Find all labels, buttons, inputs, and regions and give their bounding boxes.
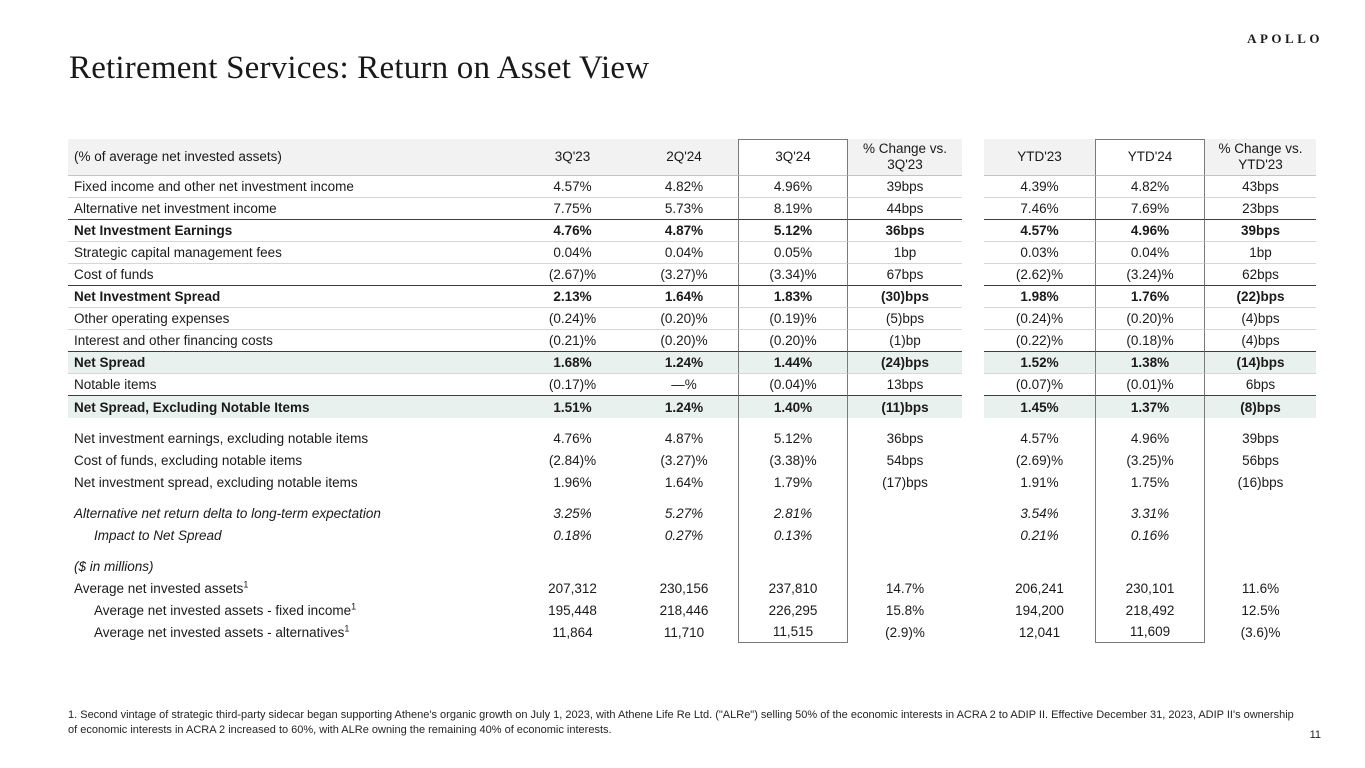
cell-value: (11)bps [848, 396, 962, 418]
cell-value: 39bps [1242, 430, 1279, 446]
cell-value: 4.57% [984, 220, 1095, 242]
cell-value: 230,156 [659, 580, 709, 596]
cell-value: 0.13% [738, 524, 848, 546]
cell-value: (3.34)% [738, 264, 848, 286]
cell-value: 1.76% [1095, 286, 1205, 308]
column-gap-cell [962, 242, 984, 264]
column-gap-cell [962, 198, 984, 220]
column-header-3q24: 3Q'24 [738, 139, 848, 176]
row-label: Net investment earnings, excluding notable items [74, 430, 369, 446]
cell-value [1205, 502, 1316, 524]
cell-value: 12.5% [1241, 602, 1280, 618]
cell-value: 7.75% [515, 198, 630, 220]
cell-value: 230,101 [1095, 577, 1205, 599]
cell-value: (30)bps [848, 286, 962, 308]
cell-value: 1.68% [515, 352, 630, 374]
cell-value: (5)bps [848, 308, 962, 330]
row-label: ($ in millions) [74, 558, 154, 574]
cell-value: (3.27)% [660, 452, 708, 468]
cell-value: (24)bps [848, 352, 962, 374]
row-label: Interest and other financing costs [68, 330, 515, 352]
cell-value: 4.82% [630, 176, 738, 198]
cell-value: 0.18% [553, 527, 592, 543]
row-label-header: (% of average net invested assets) [68, 139, 515, 176]
gap-cell [515, 418, 630, 427]
cell-value: 0.21% [1020, 527, 1059, 543]
cell-value: 207,312 [548, 580, 597, 596]
cell-value: 0.27% [664, 527, 704, 543]
table-row [68, 396, 1316, 418]
column-gap-cell [962, 427, 984, 449]
table-body [68, 176, 1316, 643]
cell-value [1205, 524, 1316, 546]
cell-value: (0.07)% [984, 374, 1095, 396]
table-row [68, 286, 1316, 308]
cell-value: 44bps [848, 198, 962, 220]
column-gap [962, 139, 984, 176]
cell-value: 54bps [886, 452, 924, 468]
cell-value: 1.64% [664, 474, 704, 490]
table-row [68, 577, 1316, 599]
cell-value [515, 555, 630, 577]
cell-value: 67bps [848, 264, 962, 286]
cell-value: (4)bps [1205, 330, 1316, 352]
cell-value: 4.87% [664, 430, 704, 446]
gap-cell [984, 546, 1095, 555]
column-gap-cell [962, 502, 984, 524]
cell-value: 11,515 [738, 621, 848, 643]
cell-value: (0.19)% [738, 308, 848, 330]
cell-value: 194,200 [1015, 602, 1064, 618]
gap-cell [962, 546, 984, 555]
cell-value: (3.25)% [1095, 449, 1205, 471]
cell-value: 1.79% [738, 471, 848, 493]
gap-cell [515, 546, 630, 555]
column-gap-cell [962, 286, 984, 308]
cell-value: 23bps [1205, 198, 1316, 220]
column-gap-cell [962, 330, 984, 352]
cell-value: 0.03% [984, 242, 1095, 264]
gap-cell [1205, 418, 1316, 427]
row-label: Alternative net return delta to long-term expectation [74, 505, 381, 521]
cell-value: 14.7% [885, 580, 925, 596]
row-label: Other operating expenses [68, 308, 515, 330]
cell-value: 39bps [848, 176, 962, 198]
column-gap-cell [962, 220, 984, 242]
cell-value: 36bps [886, 430, 924, 446]
cell-value: 1.52% [984, 352, 1095, 374]
cell-value [630, 555, 738, 577]
cell-value: 1.24% [630, 396, 738, 418]
column-gap-cell [962, 555, 984, 577]
cell-value: (3.38)% [738, 449, 848, 471]
gap-cell [848, 546, 962, 555]
column-gap-cell [962, 471, 984, 493]
cell-value: 206,241 [1015, 580, 1064, 596]
cell-value: (0.22)% [984, 330, 1095, 352]
cell-value: 5.27% [664, 505, 704, 521]
cell-value: (0.20)% [738, 330, 848, 352]
cell-value: (0.21)% [515, 330, 630, 352]
table-row [68, 352, 1316, 374]
gap-cell [1095, 418, 1205, 427]
cell-value: 4.39% [984, 176, 1095, 198]
row-label: Average net invested assets - alternatives$^1$ [94, 623, 350, 640]
slide-title: Retirement Services: Return on Asset View [69, 50, 650, 86]
table-row [68, 449, 1316, 471]
cell-value: 1.38% [1095, 352, 1205, 374]
column-gap-cell [962, 264, 984, 286]
cell-value: 1.75% [1095, 471, 1205, 493]
table-row [68, 621, 1316, 643]
cell-value: (0.24)% [515, 308, 630, 330]
cell-value: 4.57% [515, 176, 630, 198]
gap-cell [738, 493, 848, 502]
table-row [68, 264, 1316, 286]
cell-value: 1.64% [630, 286, 738, 308]
gap-cell [630, 418, 738, 427]
cell-value: 12,041 [1018, 624, 1061, 640]
table-row [68, 471, 1316, 493]
column-gap-cell [962, 176, 984, 198]
cell-value: 1.45% [984, 396, 1095, 418]
cell-value: (0.24)% [984, 308, 1095, 330]
cell-value: 1.98% [984, 286, 1095, 308]
cell-value: 2.13% [515, 286, 630, 308]
cell-value: (22)bps [1205, 286, 1316, 308]
cell-value: 62bps [1205, 264, 1316, 286]
table-row [68, 198, 1316, 220]
cell-value: 0.16% [1095, 524, 1205, 546]
column-gap-cell [962, 352, 984, 374]
column-header-ytd23: YTD'23 [984, 139, 1095, 176]
table-row [68, 330, 1316, 352]
cell-value: 1.91% [1020, 474, 1059, 490]
cell-value: 43bps [1205, 176, 1316, 198]
column-gap-cell [962, 396, 984, 418]
row-label: Cost of funds [68, 264, 515, 286]
column-header-2q24: 2Q'24 [630, 139, 738, 176]
cell-value: —% [630, 374, 738, 396]
row-label: Net Investment Earnings [68, 220, 515, 242]
gap-cell [962, 493, 984, 502]
cell-value: 1.40% [738, 396, 848, 418]
row-label: Cost of funds, excluding notable items [74, 452, 303, 468]
cell-value: (8)bps [1205, 396, 1316, 418]
table-row [68, 220, 1316, 242]
cell-value: 3.54% [1020, 505, 1059, 521]
table-row [68, 176, 1316, 198]
column-header-change-q: % Change vs. 3Q'23 [848, 139, 962, 176]
column-header-ytd24: YTD'24 [1095, 139, 1205, 176]
cell-value: 226,295 [738, 599, 848, 621]
table-row [68, 374, 1316, 396]
cell-value: 1bp [848, 242, 962, 264]
table-header-row [68, 139, 1316, 176]
cell-value: (0.17)% [515, 374, 630, 396]
cell-value: 5.12% [738, 220, 848, 242]
gap-cell [738, 418, 848, 427]
gap-cell [1095, 546, 1205, 555]
section-gap-row [68, 493, 1316, 502]
cell-value: 1.37% [1095, 396, 1205, 418]
cell-value: (0.20)% [1095, 308, 1205, 330]
cell-value [1205, 555, 1316, 577]
table-row [68, 555, 1316, 577]
column-gap-cell [962, 524, 984, 546]
cell-value [984, 555, 1095, 577]
cell-value: 195,448 [548, 602, 597, 618]
cell-value: 2.81% [738, 502, 848, 524]
cell-value: 3.31% [1095, 502, 1205, 524]
table-row [68, 599, 1316, 621]
cell-value: (1)bp [848, 330, 962, 352]
cell-value: 0.04% [630, 242, 738, 264]
table-row [68, 308, 1316, 330]
column-header-3q23: 3Q'23 [515, 139, 630, 176]
row-label: Notable items [68, 374, 515, 396]
row-label: Net Investment Spread [68, 286, 515, 308]
column-gap-cell [962, 308, 984, 330]
row-label: Average net invested assets$^1$ [74, 579, 249, 596]
cell-value: (3.24)% [1095, 264, 1205, 286]
gap-cell [68, 418, 515, 427]
roa-table [68, 139, 1316, 643]
cell-value: 237,810 [738, 577, 848, 599]
column-header-change-ytd: % Change vs. YTD'23 [1205, 139, 1316, 176]
cell-value: 11.6% [1241, 580, 1280, 596]
row-label: Net investment spread, excluding notable items [74, 474, 358, 490]
gap-cell [848, 493, 962, 502]
cell-value: 4.96% [1095, 427, 1205, 449]
cell-value [848, 502, 962, 524]
cell-value: 4.96% [1095, 220, 1205, 242]
gap-cell [515, 493, 630, 502]
cell-value: 11,864 [552, 624, 593, 640]
cell-value: (2.84)% [548, 452, 597, 468]
cell-value: 1.83% [738, 286, 848, 308]
cell-value: 4.96% [738, 176, 848, 198]
table-row [68, 502, 1316, 524]
gap-cell [984, 418, 1095, 427]
cell-value [848, 555, 962, 577]
cell-value: (2.9)% [885, 624, 925, 640]
cell-value: 36bps [848, 220, 962, 242]
column-gap-cell [962, 621, 984, 643]
row-label: Net Spread [68, 352, 515, 374]
cell-value: 7.46% [984, 198, 1095, 220]
row-label: Impact to Net Spread [94, 527, 222, 543]
cell-value: 7.69% [1095, 198, 1205, 220]
cell-value: 0.04% [515, 242, 630, 264]
apollo-logo: APOLLO [1247, 31, 1323, 46]
section-gap-row [68, 418, 1316, 427]
cell-value [848, 524, 962, 546]
cell-value: 0.04% [1095, 242, 1205, 264]
cell-value: (2.62)% [984, 264, 1095, 286]
gap-cell [738, 546, 848, 555]
gap-cell [630, 546, 738, 555]
footnote: 1. Second vintage of strategic third-party sidecar began supporting Athene's organic growth on July 1, 2023, with Athene Life Re Ltd. ("ALRe") selling 50% of the economic interests in ACRA 2 to ADIP II. Effective December 31, 2023, ADIP II's ownership of economic interests in ACRA 2 increased to 60%, with ALRe owning the remaining 40% of economic interests. [68, 709, 1294, 737]
cell-value: (2.69)% [1015, 452, 1064, 468]
cell-value [738, 555, 848, 577]
cell-value: 5.12% [738, 427, 848, 449]
table-row [68, 524, 1316, 546]
cell-value: (0.04)% [738, 374, 848, 396]
gap-cell [68, 546, 515, 555]
cell-value: 1.44% [738, 352, 848, 374]
gap-cell [962, 418, 984, 427]
cell-value: 11,710 [663, 624, 705, 640]
cell-value: 0.05% [738, 242, 848, 264]
cell-value: 56bps [1242, 452, 1279, 468]
cell-value: (0.20)% [630, 308, 738, 330]
cell-value [1095, 555, 1205, 577]
table-row [68, 427, 1316, 449]
cell-value: 5.73% [630, 198, 738, 220]
cell-value: (3.27)% [630, 264, 738, 286]
cell-value: 3.25% [553, 505, 592, 521]
cell-value: 218,492 [1095, 599, 1205, 621]
column-gap-cell [962, 599, 984, 621]
cell-value: (0.18)% [1095, 330, 1205, 352]
cell-value: (4)bps [1205, 308, 1316, 330]
cell-value: 4.76% [515, 220, 630, 242]
column-gap-cell [962, 449, 984, 471]
cell-value: 1.51% [515, 396, 630, 418]
cell-value: 4.82% [1095, 176, 1205, 198]
cell-value: 13bps [848, 374, 962, 396]
cell-value: 6bps [1205, 374, 1316, 396]
cell-value: 218,446 [659, 602, 709, 618]
cell-value: (3.6)% [1240, 624, 1281, 640]
row-label: Strategic capital management fees [68, 242, 515, 264]
cell-value: (0.01)% [1095, 374, 1205, 396]
row-label: Net Spread, Excluding Notable Items [68, 396, 515, 418]
gap-cell [1205, 546, 1316, 555]
row-label: Average net invested assets - fixed income$^1$ [94, 601, 357, 618]
cell-value: 11,609 [1095, 621, 1205, 643]
gap-cell [630, 493, 738, 502]
gap-cell [848, 418, 962, 427]
cell-value: (17)bps [882, 474, 928, 490]
cell-value: (16)bps [1237, 474, 1284, 490]
cell-value: 15.8% [885, 602, 925, 618]
cell-value: (14)bps [1205, 352, 1316, 374]
cell-value: 8.19% [738, 198, 848, 220]
page-number: 11 [1309, 729, 1321, 741]
cell-value: (0.20)% [630, 330, 738, 352]
row-label: Fixed income and other net investment income [68, 176, 515, 198]
cell-value: (2.67)% [515, 264, 630, 286]
cell-value: 39bps [1205, 220, 1316, 242]
section-gap-row [68, 546, 1316, 555]
row-label: Alternative net investment income [68, 198, 515, 220]
cell-value: 1.24% [630, 352, 738, 374]
gap-cell [984, 493, 1095, 502]
column-gap-cell [962, 374, 984, 396]
gap-cell [68, 493, 515, 502]
cell-value: 4.76% [553, 430, 592, 446]
column-gap-cell [962, 577, 984, 599]
gap-cell [1095, 493, 1205, 502]
cell-value: 1.96% [553, 474, 592, 490]
gap-cell [1205, 493, 1316, 502]
cell-value: 4.57% [1020, 430, 1059, 446]
table-row [68, 242, 1316, 264]
cell-value: 4.87% [630, 220, 738, 242]
cell-value: 1bp [1205, 242, 1316, 264]
